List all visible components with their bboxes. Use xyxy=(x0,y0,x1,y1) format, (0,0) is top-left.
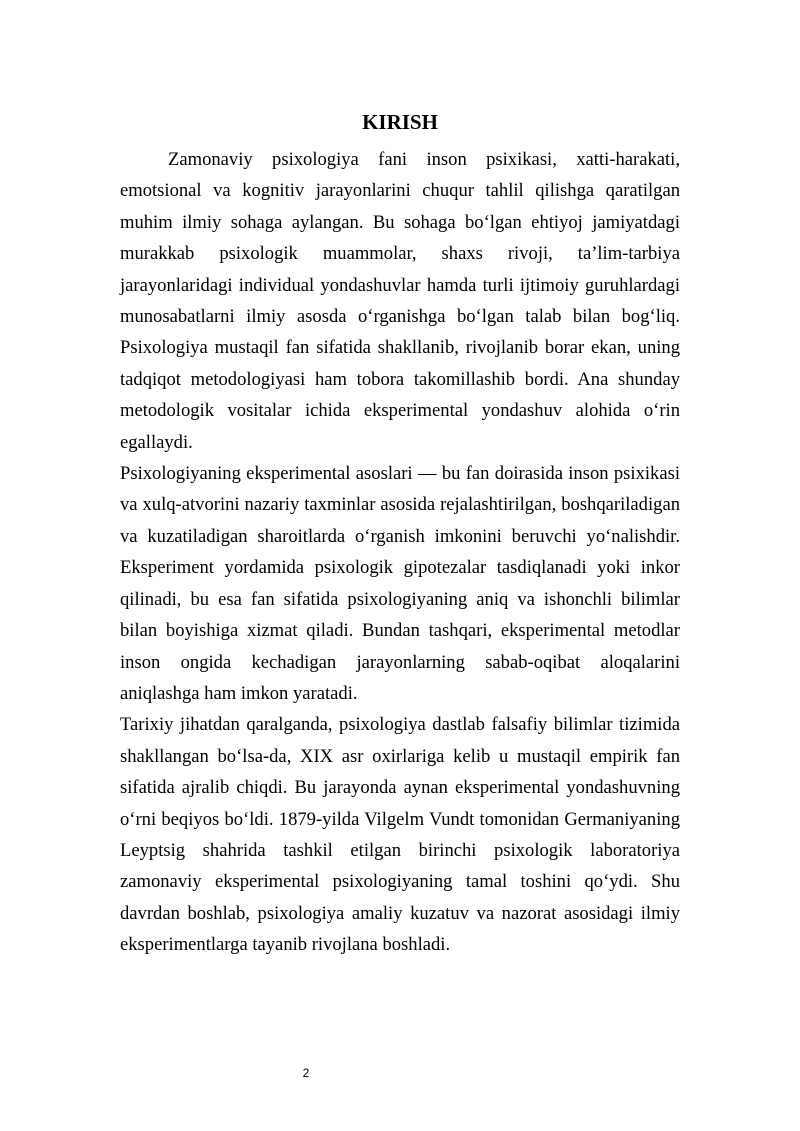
body-text xyxy=(120,144,680,961)
paragraph-experimental-foundations: Psixologiyaning eksperimental asoslari — bu fan doirasida inson psixikasi va xulq-atvorini nazariy taxminlar asosida rejalashtirilgan, boshqariladigan va kuzatiladigan sharoitlarda oʻrganish imkonini beruvchi yoʻnalishdir. Eksperiment yordamida psixologik gipotezalar tasdiqlanadi yoki inkor qilinadi, bu esa fan sifatida psixologiyaning aniq va ishonchli bilimlar bilan boyishiga xizmat qiladi. Bundan tashqari, eksperimental metodlar inson ongida kechadigan jarayonlarning sabab-oqibat aloqalarini aniqlashga ham imkon yaratadi. xyxy=(120,463,680,704)
page-title: KIRISH xyxy=(362,110,438,134)
paragraph-history: Tarixiy jihatdan qaralganda, psixologiya dastlab falsafiy bilimlar tizimida shakllangan boʻlsa-da, XIX asr oxirlariga kelib u mustaqil empirik fan sifatida ajralib chiqdi. Bu jarayonda aynan eksperimental yondashuvning oʻrni beqiyos boʻldi. 1879-yilda Vilgelm Vundt tomonidan Germaniyaning Leyptsig shahrida tashkil etilgan birinchi psixologik laboratoriya zamonaviy eksperimental psixologiyaning tamal toshini qoʻydi. Shu davrdan boshlab, psixologiya amaliy kuzatuv va nazorat asosidagi ilmiy eksperimentlarga tayanib rivojlana boshladi. xyxy=(120,714,680,956)
paragraph-intro: Zamonaviy psixologiya fani inson psixikasi, xatti-harakati, emotsional va kognitiv jarayonlarini chuqur tahlil qilishga qaratilgan muhim ilmiy sohaga aylangan. Bu sohaga boʻlgan ehtiyoj jamiyatdagi murakkab psixologik muammolar, shaxs rivoji, taʼlim-tarbiya jarayonlaridagi individual yondashuvlar hamda turli ijtimoiy guruhlardagi munosabatlarni ilmiy asosda oʻrganishga boʻlgan talab bilan bogʻliq. Psixologiya mustaqil fan sifatida shakllanib, rivojlanib borar ekan, uning tadqiqot metodologiyasi ham tobora takomillashib bordi. Ana shunday metodologik vositalar ichida eksperimental yondashuv alohida oʻrin egallaydi. xyxy=(120,149,680,453)
page-number: 2 xyxy=(302,1066,310,1080)
